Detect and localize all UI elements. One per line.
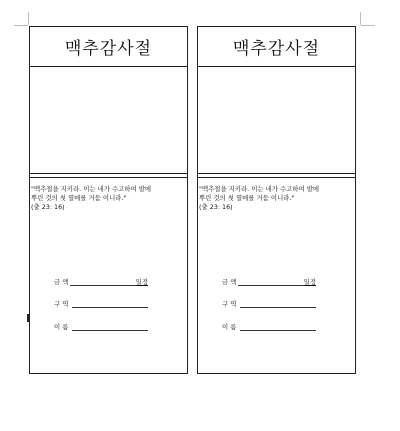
amount-unit: 일정 (303, 278, 316, 286)
amount-field[interactable] (222, 277, 316, 287)
verse-reference: (출 23: 16) (199, 203, 233, 211)
envelope-title: 맥추감사절 (64, 39, 153, 59)
crop-mark-top-right-horizontal (361, 25, 375, 26)
image-area (30, 68, 187, 174)
verse-line-1: "맥추절을 지키라. 이는 네가 수고하여 밭에 (199, 185, 320, 193)
district-field[interactable] (54, 299, 148, 309)
district-field[interactable] (222, 299, 316, 309)
verse-line-2: 뿌린 것의 첫 열매를 거둠 이니라." (31, 194, 127, 202)
amount-field[interactable] (54, 277, 148, 287)
crop-mark-top-left-horizontal (14, 25, 28, 26)
title-box (30, 27, 187, 67)
district-line (72, 307, 148, 308)
amount-label: 금 액 (222, 278, 237, 286)
crop-mark-top-left-vertical (28, 12, 29, 25)
verse-reference: (출 23: 16) (31, 203, 65, 211)
district-line (240, 307, 316, 308)
name-label: 이 름 (54, 323, 69, 331)
offering-envelope-left (29, 26, 188, 374)
bible-verse (199, 185, 355, 212)
name-line (72, 330, 148, 331)
image-area (198, 68, 355, 174)
verse-line-2: 뿌린 것의 첫 열매를 거둠 이니라." (199, 194, 295, 202)
name-line (240, 330, 316, 331)
verse-line-1: "맥추절을 지키라. 이는 네가 수고하여 밭에 (31, 185, 152, 193)
amount-unit: 일정 (135, 278, 148, 286)
verse-divider (198, 177, 355, 178)
offering-envelope-right (197, 26, 356, 374)
crop-mark-top-right-vertical (360, 12, 361, 25)
district-label: 구 역 (222, 300, 237, 308)
envelope-title: 맥추감사절 (232, 39, 321, 59)
amount-label: 금 액 (54, 278, 69, 286)
district-label: 구 역 (54, 300, 69, 308)
verse-divider (30, 177, 187, 178)
title-box (198, 27, 355, 67)
name-label: 이 름 (222, 323, 237, 331)
name-field[interactable] (222, 322, 316, 332)
name-field[interactable] (54, 322, 148, 332)
bible-verse (31, 185, 187, 212)
